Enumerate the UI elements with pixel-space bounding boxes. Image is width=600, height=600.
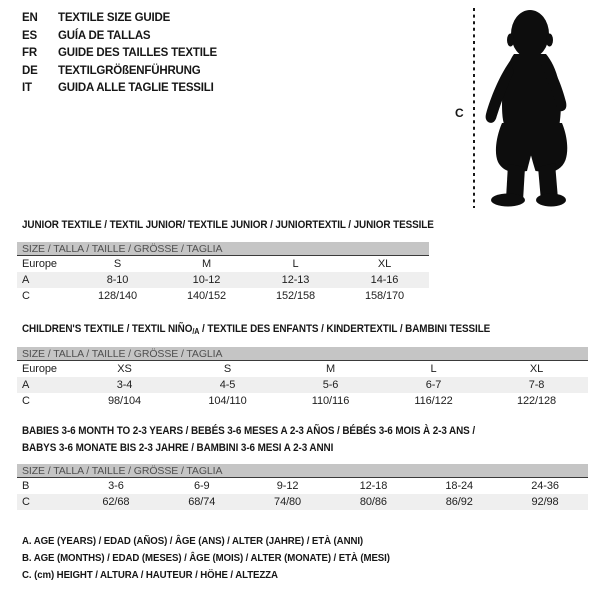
lang-code: IT — [22, 82, 32, 94]
table-row — [17, 272, 429, 288]
table-cell: 4-5 — [219, 379, 236, 391]
row-label: B — [22, 480, 30, 492]
title-text: / TEXTILE DES ENFANTS / KINDERTEXTIL / BAMBINI TESSILE — [199, 323, 491, 335]
table-cell: 9-12 — [276, 480, 299, 492]
table-cell: L — [430, 363, 437, 375]
table-cell: 10-12 — [192, 274, 221, 286]
note-a: A. AGE (YEARS) / EDAD (AÑOS) / ÂGE (ANS) / ALTER (JAHRE) / ETÀ (ANNI) — [22, 535, 364, 547]
table-cell: 14-16 — [370, 274, 399, 286]
lang-row-it — [22, 80, 217, 98]
table-row — [17, 361, 588, 377]
children-size-table — [17, 347, 588, 409]
lang-row-de — [22, 63, 217, 81]
lang-code: FR — [22, 47, 37, 59]
table-cell: 86/92 — [445, 496, 473, 508]
size-header-bar: SIZE / TALLA / TAILLE / GRÖSSE / TAGLIA — [17, 347, 588, 361]
babies-table-title — [22, 423, 475, 456]
row-label: C — [22, 395, 30, 407]
lang-code: DE — [22, 64, 38, 77]
lang-row-fr — [22, 45, 217, 63]
table-row — [17, 494, 588, 510]
height-measure-dashed-line — [472, 8, 476, 213]
title-line-1: BABIES 3-6 MONTH TO 2-3 YEARS / BEBÉS 3-6 MESES A 2-3 AÑOS / BÉBÉS 3-6 MOIS À 2-3 ANS / — [22, 425, 475, 437]
row-label: Europe — [22, 258, 57, 270]
row-label: Europe — [22, 363, 57, 375]
language-legend — [22, 10, 217, 98]
table-cell: M — [325, 363, 336, 375]
row-label: A — [22, 274, 30, 286]
note-b: B. AGE (MONTHS) / EDAD (MESES) / ÂGE (MOIS) / ALTER (MONATE) / ETÀ (MESI) — [22, 552, 390, 565]
table-cell: 62/68 — [102, 496, 130, 508]
table-cell: 68/74 — [188, 496, 216, 508]
measurement-label-c: C — [455, 106, 464, 120]
table-cell: 3-6 — [108, 480, 124, 492]
table-cell: 12-18 — [359, 480, 388, 492]
table-cell: XL — [377, 258, 392, 270]
title-subscript: /A — [192, 327, 200, 336]
table-cell: 8-10 — [106, 274, 129, 286]
table-row — [17, 256, 429, 272]
table-cell: 128/140 — [97, 290, 138, 302]
table-row — [17, 377, 588, 393]
row-label: C — [22, 496, 30, 508]
size-header-bar: SIZE / TALLA / TAILLE / GRÖSSE / TAGLIA — [17, 242, 429, 256]
lang-title: GUIDA ALLE TAGLIE TESSILI — [58, 82, 214, 94]
table-cell: 80/86 — [359, 496, 387, 508]
lang-row-es — [22, 28, 217, 46]
table-cell: 74/80 — [274, 496, 302, 508]
babies-size-table — [17, 464, 588, 510]
table-cell: 3-4 — [116, 379, 133, 391]
table-cell: 5-6 — [322, 379, 339, 391]
row-label: C — [22, 290, 30, 302]
lang-code: ES — [22, 29, 37, 42]
lang-code: EN — [22, 12, 38, 24]
row-label: A — [22, 379, 30, 391]
table-cell: 7-8 — [528, 379, 545, 391]
table-cell: 12-13 — [281, 274, 310, 286]
note-c: C. (cm) HEIGHT / ALTURA / HAUTEUR / HÖHE / ALTEZZA — [22, 569, 278, 582]
lang-title: TEXTILGRÖßENFÜHRUNG — [58, 64, 201, 77]
table-cell: 152/158 — [275, 290, 316, 302]
table-cell: 6-9 — [193, 480, 210, 492]
lang-title: GUIDE DES TAILLES TEXTILE — [58, 47, 217, 59]
table-cell: 116/122 — [414, 395, 453, 407]
title-text: CHILDREN'S TEXTILE / TEXTIL NIÑO — [22, 323, 193, 335]
lang-title: GUÍA DE TALLAS — [58, 29, 151, 42]
table-cell: M — [201, 258, 212, 270]
table-cell: 24-36 — [531, 480, 559, 492]
junior-size-table — [17, 242, 429, 304]
table-cell: 110/116 — [311, 395, 350, 407]
baby-silhouette-icon — [481, 4, 599, 214]
lang-row-en — [22, 10, 217, 28]
junior-table-title: JUNIOR TEXTILE / TEXTIL JUNIOR/ TEXTILE JUNIOR / JUNIORTEXTIL / JUNIOR TESSILE — [22, 219, 434, 231]
legend-notes — [22, 533, 422, 585]
table-cell: L — [292, 258, 299, 270]
table-row — [17, 393, 588, 409]
table-cell: 18-24 — [445, 480, 474, 492]
table-cell: 6-7 — [425, 379, 442, 391]
table-row — [17, 478, 588, 494]
table-cell: 158/170 — [364, 290, 405, 302]
table-row — [17, 288, 429, 304]
size-header-bar: SIZE / TALLA / TAILLE / GRÖSSE / TAGLIA — [17, 464, 588, 478]
table-cell: 122/128 — [516, 395, 557, 407]
table-cell: 140/152 — [186, 290, 227, 302]
table-cell: S — [113, 258, 122, 270]
table-cell: 104/110 — [208, 395, 247, 407]
lang-title: TEXTILE SIZE GUIDE — [58, 12, 171, 24]
table-cell: XL — [529, 363, 544, 375]
table-cell: 98/104 — [107, 395, 142, 407]
title-line-2: BABYS 3-6 MONATE BIS 2-3 JAHRE / BAMBINI 3-6 MESI A 2-3 ANNI — [22, 441, 334, 454]
table-cell: S — [223, 363, 232, 375]
table-cell: XS — [117, 363, 132, 375]
children-table-title — [22, 321, 490, 341]
table-cell: 92/98 — [531, 496, 559, 508]
